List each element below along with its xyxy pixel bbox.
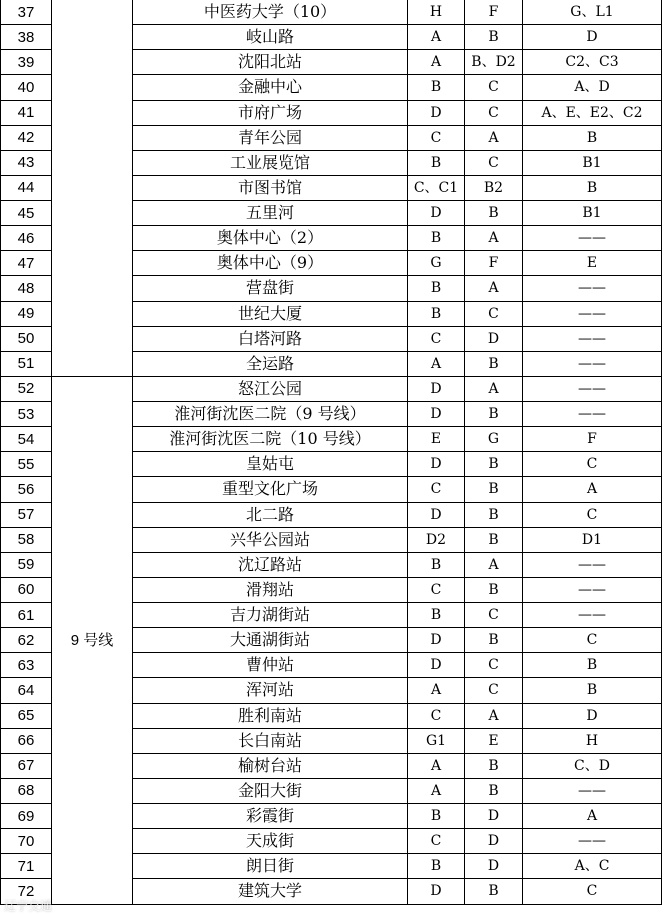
exit-col-b-cell: B (465, 502, 523, 527)
exit-col-b-cell: A (465, 226, 523, 251)
exit-col-a-cell: A (408, 753, 465, 778)
station-name-cell: 沈阳北站 (133, 50, 408, 75)
exit-col-c-cell: F (523, 427, 662, 452)
exit-col-b-cell: D (465, 854, 523, 879)
exit-col-a-cell: A (408, 351, 465, 376)
exit-col-b-cell: C (465, 150, 523, 175)
line-name-cell (52, 0, 133, 376)
exit-col-c-cell: D (523, 25, 662, 50)
exit-col-a-cell: D (408, 452, 465, 477)
exit-col-c-cell: A、C (523, 854, 662, 879)
row-number-cell: 47 (1, 251, 52, 276)
exit-col-b-cell: F (465, 0, 523, 25)
exit-col-c-cell: —— (523, 226, 662, 251)
row-number-cell: 59 (1, 552, 52, 577)
exit-col-c-cell: A、D (523, 75, 662, 100)
exit-col-b-cell: B (465, 477, 523, 502)
station-name-cell: 胜利南站 (133, 703, 408, 728)
row-number-cell: 50 (1, 326, 52, 351)
row-number-cell: 68 (1, 778, 52, 803)
exit-col-b-cell: D (465, 804, 523, 829)
exit-col-c-cell: —— (523, 829, 662, 854)
exit-col-a-cell: A (408, 778, 465, 803)
station-name-cell: 全运路 (133, 351, 408, 376)
exit-col-c-cell: C、D (523, 753, 662, 778)
row-number-cell: 43 (1, 150, 52, 175)
exit-col-a-cell: C (408, 125, 465, 150)
station-name-cell: 曹仲站 (133, 653, 408, 678)
line-name-cell: 9 号线 (52, 376, 133, 904)
exit-col-b-cell: C (465, 678, 523, 703)
exit-col-c-cell: H (523, 728, 662, 753)
exit-col-b-cell: D (465, 326, 523, 351)
exit-col-b-cell: D (465, 829, 523, 854)
station-name-cell: 沈辽路站 (133, 552, 408, 577)
exit-col-a-cell: C (408, 477, 465, 502)
row-number-cell: 37 (1, 0, 52, 25)
exit-col-c-cell: A、E、E2、C2 (523, 100, 662, 125)
exit-col-b-cell: B、D2 (465, 50, 523, 75)
exit-col-b-cell: F (465, 251, 523, 276)
exit-col-b-cell: E (465, 728, 523, 753)
station-name-cell: 浑河站 (133, 678, 408, 703)
row-number-cell: 62 (1, 628, 52, 653)
exit-col-c-cell: D (523, 703, 662, 728)
station-name-cell: 大通湖街站 (133, 628, 408, 653)
station-name-cell: 吉力湖街站 (133, 603, 408, 628)
exit-col-b-cell: C (465, 653, 523, 678)
row-number-cell: 72 (1, 879, 52, 904)
row-number-cell: 53 (1, 402, 52, 427)
station-name-cell: 中医药大学（10） (133, 0, 408, 25)
exit-col-c-cell: A (523, 477, 662, 502)
station-name-cell: 建筑大学 (133, 879, 408, 904)
station-name-cell: 青年公园 (133, 125, 408, 150)
exit-col-a-cell: H (408, 0, 465, 25)
exit-col-a-cell: B (408, 804, 465, 829)
exit-col-c-cell: B (523, 175, 662, 200)
row-number-cell: 38 (1, 25, 52, 50)
exit-col-b-cell: B2 (465, 175, 523, 200)
exit-col-c-cell: A (523, 804, 662, 829)
exit-col-c-cell: —— (523, 326, 662, 351)
station-name-cell: 金融中心 (133, 75, 408, 100)
exit-col-c-cell: —— (523, 276, 662, 301)
exit-col-b-cell: B (465, 452, 523, 477)
exit-col-a-cell: D (408, 376, 465, 401)
row-number-cell: 41 (1, 100, 52, 125)
exit-col-a-cell: D (408, 100, 465, 125)
row-number-cell: 66 (1, 728, 52, 753)
station-name-cell: 北二路 (133, 502, 408, 527)
exit-col-c-cell: E (523, 251, 662, 276)
row-number-cell: 61 (1, 603, 52, 628)
station-name-cell: 淮河街沈医二院（10 号线） (133, 427, 408, 452)
row-number-cell: 44 (1, 175, 52, 200)
exit-col-a-cell: C (408, 703, 465, 728)
station-name-cell: 金阳大街 (133, 778, 408, 803)
exit-col-b-cell: B (465, 351, 523, 376)
table-row (1, 376, 662, 401)
exit-col-a-cell: B (408, 603, 465, 628)
row-number-cell: 48 (1, 276, 52, 301)
row-number-cell: 71 (1, 854, 52, 879)
table-row (1, 0, 662, 25)
exit-col-c-cell: —— (523, 577, 662, 602)
exit-col-c-cell: D1 (523, 527, 662, 552)
exit-col-a-cell: D (408, 628, 465, 653)
exit-col-b-cell: B (465, 402, 523, 427)
exit-col-c-cell: C (523, 879, 662, 904)
station-name-cell: 长白南站 (133, 728, 408, 753)
exit-col-a-cell: A (408, 50, 465, 75)
exit-col-b-cell: B (465, 778, 523, 803)
exit-col-b-cell: A (465, 125, 523, 150)
station-name-cell: 五里河 (133, 201, 408, 226)
exit-col-c-cell: C (523, 628, 662, 653)
row-number-cell: 51 (1, 351, 52, 376)
station-name-cell: 世纪大厦 (133, 301, 408, 326)
exit-col-a-cell: B (408, 75, 465, 100)
station-name-cell: 岐山路 (133, 25, 408, 50)
row-number-cell: 58 (1, 527, 52, 552)
exit-col-c-cell: —— (523, 351, 662, 376)
station-name-cell: 奥体中心（9） (133, 251, 408, 276)
exit-col-b-cell: B (465, 753, 523, 778)
exit-col-a-cell: D (408, 879, 465, 904)
station-name-cell: 奥体中心（2） (133, 226, 408, 251)
exit-col-c-cell: B (523, 653, 662, 678)
exit-col-a-cell: B (408, 150, 465, 175)
exit-col-c-cell: —— (523, 301, 662, 326)
exit-col-a-cell: D (408, 402, 465, 427)
station-name-cell: 营盘街 (133, 276, 408, 301)
station-name-cell: 市图书馆 (133, 175, 408, 200)
station-name-cell: 重型文化广场 (133, 477, 408, 502)
row-number-cell: 42 (1, 125, 52, 150)
row-number-cell: 39 (1, 50, 52, 75)
exit-col-c-cell: —— (523, 778, 662, 803)
row-number-cell: 55 (1, 452, 52, 477)
exit-col-a-cell: B (408, 854, 465, 879)
exit-col-c-cell: —— (523, 552, 662, 577)
station-name-cell: 皇姑屯 (133, 452, 408, 477)
row-number-cell: 70 (1, 829, 52, 854)
station-name-cell: 朗日街 (133, 854, 408, 879)
exit-col-b-cell: B (465, 201, 523, 226)
station-name-cell: 天成街 (133, 829, 408, 854)
exit-col-b-cell: A (465, 552, 523, 577)
exit-col-b-cell: A (465, 276, 523, 301)
exit-col-b-cell: A (465, 703, 523, 728)
row-number-cell: 54 (1, 427, 52, 452)
exit-col-c-cell: G、L1 (523, 0, 662, 25)
exit-col-b-cell: C (465, 100, 523, 125)
exit-col-c-cell: —— (523, 603, 662, 628)
exit-col-a-cell: D (408, 201, 465, 226)
station-exit-table-body (1, 0, 662, 904)
exit-col-b-cell: C (465, 301, 523, 326)
exit-col-b-cell: C (465, 603, 523, 628)
exit-col-a-cell: D (408, 653, 465, 678)
row-number-cell: 40 (1, 75, 52, 100)
exit-col-b-cell: B (465, 879, 523, 904)
exit-col-c-cell: C (523, 452, 662, 477)
exit-col-a-cell: C (408, 577, 465, 602)
row-number-cell: 52 (1, 376, 52, 401)
exit-col-c-cell: B1 (523, 150, 662, 175)
exit-col-c-cell: B (523, 125, 662, 150)
station-name-cell: 工业展览馆 (133, 150, 408, 175)
watermark: 辽宁交通 (4, 899, 53, 913)
station-name-cell: 淮河街沈医二院（9 号线） (133, 402, 408, 427)
exit-col-c-cell: —— (523, 402, 662, 427)
station-name-cell: 白塔河路 (133, 326, 408, 351)
exit-col-b-cell: B (465, 25, 523, 50)
row-number-cell: 60 (1, 577, 52, 602)
exit-col-c-cell: C (523, 502, 662, 527)
exit-col-a-cell: B (408, 552, 465, 577)
row-number-cell: 56 (1, 477, 52, 502)
exit-col-b-cell: A (465, 376, 523, 401)
station-name-cell: 市府广场 (133, 100, 408, 125)
exit-col-a-cell: B (408, 276, 465, 301)
exit-col-c-cell: C2、C3 (523, 50, 662, 75)
row-number-cell: 46 (1, 226, 52, 251)
exit-col-a-cell: C、C1 (408, 175, 465, 200)
exit-col-a-cell: D (408, 502, 465, 527)
exit-col-b-cell: G (465, 427, 523, 452)
row-number-cell: 64 (1, 678, 52, 703)
row-number-cell: 49 (1, 301, 52, 326)
exit-col-b-cell: C (465, 75, 523, 100)
row-number-cell: 45 (1, 201, 52, 226)
station-name-cell: 兴华公园站 (133, 527, 408, 552)
station-name-cell: 怒江公园 (133, 376, 408, 401)
row-number-cell: 65 (1, 703, 52, 728)
exit-col-b-cell: B (465, 628, 523, 653)
exit-col-b-cell: B (465, 577, 523, 602)
exit-col-a-cell: A (408, 25, 465, 50)
station-name-cell: 滑翔站 (133, 577, 408, 602)
station-name-cell: 榆树台站 (133, 753, 408, 778)
exit-col-c-cell: B (523, 678, 662, 703)
exit-col-a-cell: A (408, 678, 465, 703)
exit-col-c-cell: —— (523, 376, 662, 401)
row-number-cell: 57 (1, 502, 52, 527)
exit-col-a-cell: C (408, 326, 465, 351)
exit-col-a-cell: B (408, 301, 465, 326)
exit-col-c-cell: B1 (523, 201, 662, 226)
station-name-cell: 彩霞街 (133, 804, 408, 829)
exit-col-a-cell: G (408, 251, 465, 276)
exit-col-a-cell: C (408, 829, 465, 854)
exit-col-a-cell: D2 (408, 527, 465, 552)
exit-col-b-cell: B (465, 527, 523, 552)
row-number-cell: 69 (1, 804, 52, 829)
row-number-cell: 67 (1, 753, 52, 778)
exit-col-a-cell: E (408, 427, 465, 452)
exit-col-a-cell: B (408, 226, 465, 251)
exit-col-a-cell: G1 (408, 728, 465, 753)
row-number-cell: 63 (1, 653, 52, 678)
